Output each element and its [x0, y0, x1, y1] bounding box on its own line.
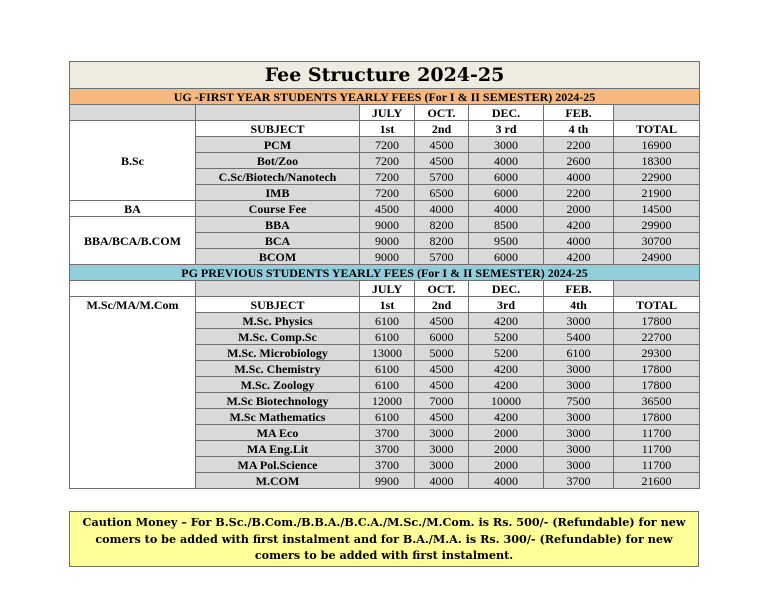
fee-cell: 3000 — [544, 457, 614, 473]
fee-cell: 6000 — [469, 249, 544, 265]
ug-months-row — [70, 105, 700, 121]
total-cell: 14500 — [614, 201, 700, 217]
fee-cell: 2200 — [544, 137, 614, 153]
fee-cell: 7200 — [360, 153, 415, 169]
total-cell: 17800 — [614, 313, 700, 329]
fee-cell: 4200 — [469, 377, 544, 393]
month-header: OCT. — [415, 105, 469, 121]
total-cell: 30700 — [614, 233, 700, 249]
subject-cell: BBA — [196, 217, 360, 233]
fee-cell: 4000 — [544, 169, 614, 185]
subject-header: SUBJECT — [196, 297, 360, 313]
month-header: DEC. — [469, 105, 544, 121]
fee-cell: 5700 — [415, 249, 469, 265]
month-header: JULY — [360, 105, 415, 121]
fee-cell: 2600 — [544, 153, 614, 169]
total-cell: 18300 — [614, 153, 700, 169]
ug-fee-row — [70, 217, 700, 233]
fee-cell: 6100 — [544, 345, 614, 361]
fee-cell: 2000 — [469, 457, 544, 473]
title-row — [70, 62, 700, 89]
fee-cell: 4200 — [469, 409, 544, 425]
fee-cell: 3700 — [360, 425, 415, 441]
fee-cell: 4500 — [415, 409, 469, 425]
total-header: TOTAL — [614, 297, 700, 313]
fee-cell: 6100 — [360, 361, 415, 377]
installment-header: 2nd — [415, 297, 469, 313]
fee-cell: 6000 — [469, 169, 544, 185]
fee-cell: 8200 — [415, 217, 469, 233]
fee-cell: 6100 — [360, 329, 415, 345]
ug-header-row — [70, 121, 700, 137]
total-cell: 21600 — [614, 473, 700, 489]
installment-header: 1st — [360, 297, 415, 313]
total-cell: 11700 — [614, 457, 700, 473]
month-header: FEB. — [544, 105, 614, 121]
subject-header: SUBJECT — [196, 121, 360, 137]
blank-cell — [614, 281, 700, 297]
total-header: TOTAL — [614, 121, 700, 137]
total-cell: 22700 — [614, 329, 700, 345]
blank-cell — [70, 281, 196, 297]
subject-cell: M.Sc. Physics — [196, 313, 360, 329]
blank-cell — [196, 105, 360, 121]
fee-cell: 3700 — [360, 441, 415, 457]
subject-cell: M.Sc Biotechnology — [196, 393, 360, 409]
fee-cell: 4200 — [544, 217, 614, 233]
fee-cell: 3000 — [415, 457, 469, 473]
fee-cell: 4000 — [544, 233, 614, 249]
installment-header: 1st — [360, 121, 415, 137]
pg-band-row — [70, 265, 700, 281]
fee-cell: 4500 — [415, 361, 469, 377]
total-cell: 29900 — [614, 217, 700, 233]
fee-cell: 9000 — [360, 217, 415, 233]
subject-cell: PCM — [196, 137, 360, 153]
group-label: BBA/BCA/B.COM — [70, 217, 196, 265]
pg-months-row — [70, 281, 700, 297]
fee-cell: 4500 — [415, 313, 469, 329]
fee-cell: 9000 — [360, 233, 415, 249]
total-cell: 16900 — [614, 137, 700, 153]
fee-cell: 4000 — [415, 201, 469, 217]
fee-cell: 6000 — [415, 329, 469, 345]
total-cell: 17800 — [614, 409, 700, 425]
total-cell: 11700 — [614, 441, 700, 457]
total-cell: 24900 — [614, 249, 700, 265]
fee-cell: 6100 — [360, 313, 415, 329]
subject-cell: MA Pol.Science — [196, 457, 360, 473]
ug-band-row — [70, 89, 700, 105]
subject-cell: Bot/Zoo — [196, 153, 360, 169]
fee-cell: 7200 — [360, 169, 415, 185]
subject-cell: IMB — [196, 185, 360, 201]
fee-cell: 9500 — [469, 233, 544, 249]
fee-cell: 6000 — [469, 185, 544, 201]
fee-cell: 4000 — [469, 153, 544, 169]
fee-cell: 5700 — [415, 169, 469, 185]
fee-cell: 3000 — [544, 377, 614, 393]
subject-cell: MA Eco — [196, 425, 360, 441]
fee-cell: 4200 — [469, 361, 544, 377]
fee-cell: 3000 — [544, 361, 614, 377]
caution-money-note: Caution Money – For B.Sc./B.Com./B.B.A./B.C.A./M.Sc./M.Com. is Rs. 500/- (Refundable) for new comers to be added with first instalment and for B.A./M.A. is Rs. 300/- (Refundable) for new comers to be added with first instalment. — [69, 511, 699, 567]
group-label: M.Sc/MA/M.Com — [70, 297, 196, 489]
installment-header: 4th — [544, 297, 614, 313]
installment-header: 3rd — [469, 297, 544, 313]
subject-cell: M.Sc. Comp.Sc — [196, 329, 360, 345]
fee-cell: 3000 — [544, 313, 614, 329]
fee-cell: 4200 — [544, 249, 614, 265]
blank-cell — [70, 105, 196, 121]
fee-cell: 3000 — [469, 137, 544, 153]
pg-section-heading: PG PREVIOUS STUDENTS YEARLY FEES (For I & II SEMESTER) 2024-25 — [70, 265, 700, 281]
fee-cell: 6100 — [360, 377, 415, 393]
installment-header: 3 rd — [469, 121, 544, 137]
blank-cell — [196, 281, 360, 297]
fee-cell: 8200 — [415, 233, 469, 249]
fee-cell: 2200 — [544, 185, 614, 201]
subject-cell: BCA — [196, 233, 360, 249]
pg-header-row — [70, 297, 700, 313]
subject-cell: Course Fee — [196, 201, 360, 217]
fee-cell: 5200 — [469, 329, 544, 345]
subject-cell: MA Eng.Lit — [196, 441, 360, 457]
fee-cell: 3700 — [360, 457, 415, 473]
fee-cell: 12000 — [360, 393, 415, 409]
fee-cell: 9900 — [360, 473, 415, 489]
fee-cell: 3000 — [415, 441, 469, 457]
fee-cell: 3000 — [544, 409, 614, 425]
fee-cell: 4500 — [415, 153, 469, 169]
fee-cell: 10000 — [469, 393, 544, 409]
fee-cell: 4200 — [469, 313, 544, 329]
subject-cell: M.Sc. Chemistry — [196, 361, 360, 377]
fee-cell: 3000 — [544, 425, 614, 441]
fee-cell: 7500 — [544, 393, 614, 409]
fee-cell: 5000 — [415, 345, 469, 361]
fee-cell: 3000 — [415, 425, 469, 441]
fee-cell: 4500 — [415, 137, 469, 153]
fee-cell: 5400 — [544, 329, 614, 345]
fee-cell: 7000 — [415, 393, 469, 409]
fee-cell: 4000 — [469, 201, 544, 217]
subject-cell: M.Sc. Zoology — [196, 377, 360, 393]
blank-cell — [614, 105, 700, 121]
subject-cell: C.Sc/Biotech/Nanotech — [196, 169, 360, 185]
ug-section-heading: UG -FIRST YEAR STUDENTS YEARLY FEES (For I & II SEMESTER) 2024-25 — [70, 89, 700, 105]
fee-cell: 5200 — [469, 345, 544, 361]
total-cell: 36500 — [614, 393, 700, 409]
fee-cell: 6500 — [415, 185, 469, 201]
installment-header: 4 th — [544, 121, 614, 137]
total-cell: 22900 — [614, 169, 700, 185]
subject-cell: M.Sc. Microbiology — [196, 345, 360, 361]
month-header: DEC. — [469, 281, 544, 297]
fee-cell: 9000 — [360, 249, 415, 265]
month-header: FEB. — [544, 281, 614, 297]
month-header: OCT. — [415, 281, 469, 297]
fee-cell: 2000 — [469, 425, 544, 441]
fee-cell: 4500 — [415, 377, 469, 393]
fee-cell: 8500 — [469, 217, 544, 233]
fee-cell: 13000 — [360, 345, 415, 361]
fee-cell: 3700 — [544, 473, 614, 489]
fee-cell: 3000 — [544, 441, 614, 457]
fee-cell: 4500 — [360, 201, 415, 217]
subject-cell: BCOM — [196, 249, 360, 265]
group-label: B.Sc — [70, 121, 196, 201]
fee-structure-table — [69, 61, 700, 489]
group-label: BA — [70, 201, 196, 217]
fee-cell: 7200 — [360, 137, 415, 153]
fee-cell: 7200 — [360, 185, 415, 201]
subject-cell: M.COM — [196, 473, 360, 489]
installment-header: 2nd — [415, 121, 469, 137]
total-cell: 21900 — [614, 185, 700, 201]
ug-fee-row — [70, 201, 700, 217]
total-cell: 17800 — [614, 361, 700, 377]
total-cell: 11700 — [614, 425, 700, 441]
fee-cell: 2000 — [544, 201, 614, 217]
fee-cell: 2000 — [469, 441, 544, 457]
fee-cell: 6100 — [360, 409, 415, 425]
total-cell: 29300 — [614, 345, 700, 361]
fee-cell: 4000 — [415, 473, 469, 489]
month-header: JULY — [360, 281, 415, 297]
subject-cell: M.Sc Mathematics — [196, 409, 360, 425]
fee-table-body — [70, 62, 700, 489]
fee-cell: 4000 — [469, 473, 544, 489]
total-cell: 17800 — [614, 377, 700, 393]
page-title: Fee Structure 2024-25 — [70, 62, 700, 89]
